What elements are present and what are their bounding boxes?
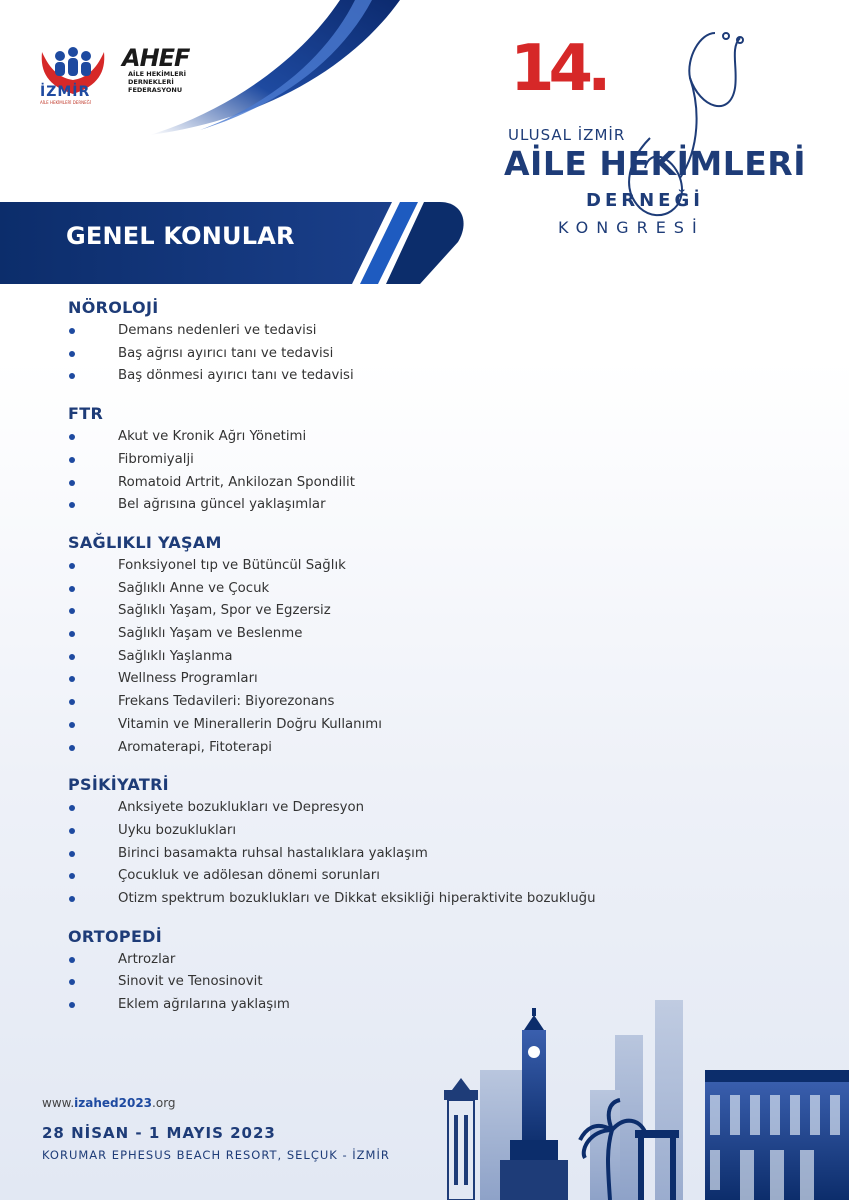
ahef-logo: [122, 46, 189, 94]
bullet-icon: [69, 676, 75, 682]
bullet-icon: [69, 851, 75, 857]
congress-number: 14.: [510, 32, 606, 106]
section-noroloji: [68, 298, 768, 388]
izmir-logo-name: İZMİR: [40, 84, 91, 100]
item-text: Birinci basamakta ruhsal hastalıklara yaklaşım: [118, 845, 428, 861]
website-link[interactable]: [42, 1096, 176, 1110]
banner-title: GENEL KONULAR: [66, 222, 295, 250]
bullet-icon: [69, 502, 75, 508]
list-item: [68, 714, 768, 737]
congress-title: [500, 30, 806, 250]
item-text: Sağlıklı Anne ve Çocuk: [118, 580, 270, 596]
item-text: Baş ağrısı ayırıcı tanı ve tedavisi: [118, 345, 334, 361]
list-item: [68, 737, 768, 760]
list-item: [68, 600, 768, 623]
section-ftr: [68, 404, 768, 517]
item-text: Fibromiyalji: [118, 451, 194, 467]
section-saglikli-yasam: [68, 533, 768, 759]
item-text: Vitamin ve Minerallerin Doğru Kullanımı: [118, 716, 382, 732]
item-text: Artrozlar: [118, 951, 176, 967]
section-title: NÖROLOJİ: [68, 298, 159, 317]
list-item: [68, 949, 768, 972]
topics-list: [68, 298, 768, 1033]
bullet-icon: [69, 631, 75, 637]
url-domain: izahed2023: [74, 1096, 153, 1110]
event-venue: KORUMAR EPHESUS BEACH RESORT, SELÇUK - İZMİR: [42, 1148, 390, 1162]
item-text: Sağlıklı Yaşam ve Beslenme: [118, 626, 303, 642]
item-text: Akut ve Kronik Ağrı Yönetimi: [118, 429, 307, 445]
list-item: [68, 555, 768, 578]
item-text: Aromaterapi, Fitoterapi: [118, 739, 272, 755]
list-item: [68, 426, 768, 449]
bullet-icon: [69, 563, 75, 569]
list-item: [68, 691, 768, 714]
ahef-line-3: FEDERASYONU: [128, 86, 183, 94]
bullet-icon: [69, 608, 75, 614]
bullet-icon: [69, 805, 75, 811]
item-text: Fonksiyonel tıp ve Bütüncül Sağlık: [118, 557, 346, 573]
list-item: [68, 843, 768, 866]
item-text: Çocukluk ve adölesan dönemi sorunları: [118, 868, 380, 884]
congress-kongresi: KONGRESİ: [558, 218, 705, 237]
bullet-icon: [69, 957, 75, 963]
item-text: Anksiyete bozuklukları ve Depresyon: [118, 800, 365, 816]
bullet-icon: [69, 896, 75, 902]
list-item: [68, 578, 768, 601]
izmir-skyline-icon: [440, 990, 849, 1200]
bullet-icon: [69, 373, 75, 379]
bullet-icon: [69, 1002, 75, 1008]
list-item: [68, 797, 768, 820]
item-text: Uyku bozuklukları: [118, 822, 237, 838]
item-text: Bel ağrısına güncel yaklaşımlar: [118, 497, 326, 513]
item-text: Sağlıklı Yaşam, Spor ve Egzersiz: [118, 603, 331, 619]
list-item: [68, 449, 768, 472]
bullet-icon: [69, 434, 75, 440]
list-item: [68, 668, 768, 691]
item-text: Demans nedenleri ve tedavisi: [118, 323, 317, 338]
list-item: [68, 820, 768, 843]
section-title: ORTOPEDİ: [68, 926, 163, 946]
item-text: Sağlıklı Yaşlanma: [118, 648, 233, 664]
list-item: [68, 472, 768, 495]
bullet-icon: [69, 480, 75, 486]
ahef-line-2: DERNEKLERİ: [128, 78, 174, 86]
congress-ulusal: ULUSAL İZMİR: [508, 126, 626, 144]
item-text: Romatoid Artrit, Ankilozan Spondilit: [118, 474, 355, 490]
izmir-logo-sub: AİLE HEKİMLERİ DERNEĞİ: [40, 100, 91, 105]
item-text: Eklem ağrılarına yaklaşım: [118, 997, 290, 1013]
url-prefix: www.: [42, 1096, 75, 1110]
section-title: FTR: [68, 404, 104, 424]
list-item: [68, 888, 768, 911]
bullet-icon: [69, 351, 75, 357]
ahef-line-1: AİLE HEKİMLERİ: [128, 70, 187, 78]
bullet-icon: [69, 457, 75, 463]
section-title: SAĞLIKLI YAŞAM: [68, 532, 222, 552]
section-title: PSİKİYATRİ: [68, 775, 169, 795]
bullet-icon: [69, 654, 75, 660]
section-psikiyatri: [68, 775, 768, 911]
bullet-icon: [69, 828, 75, 834]
bullet-icon: [69, 722, 75, 728]
item-text: Otizm spektrum bozuklukları ve Dikkat eksikliği hiperaktivite bozukluğu: [118, 891, 596, 907]
list-item: [68, 623, 768, 646]
bullet-icon: [69, 586, 75, 592]
item-text: Baş dönmesi ayırıcı tanı ve tedavisi: [118, 368, 354, 384]
congress-dernegi: DERNEĞİ: [586, 190, 704, 211]
list-item: [68, 646, 768, 669]
ahef-logo-name: AHEF: [122, 44, 190, 72]
item-text: Wellness Programları: [118, 671, 258, 687]
list-item: [68, 343, 768, 366]
bullet-icon: [69, 699, 75, 705]
bullet-icon: [69, 979, 75, 985]
list-item: [68, 494, 768, 517]
congress-aile: AİLE HEKİMLERİ: [504, 144, 806, 183]
list-item: [68, 320, 768, 343]
event-date: 28 NİSAN - 1 MAYIS 2023: [42, 1124, 276, 1142]
item-text: Sinovit ve Tenosinovit: [118, 974, 263, 990]
list-item: [68, 365, 768, 388]
bullet-icon: [69, 328, 75, 334]
bullet-icon: [69, 873, 75, 879]
item-text: Frekans Tedavileri: Biyorezonans: [118, 694, 335, 710]
bullet-icon: [69, 745, 75, 751]
url-suffix: .org: [152, 1096, 176, 1110]
list-item: [68, 865, 768, 888]
